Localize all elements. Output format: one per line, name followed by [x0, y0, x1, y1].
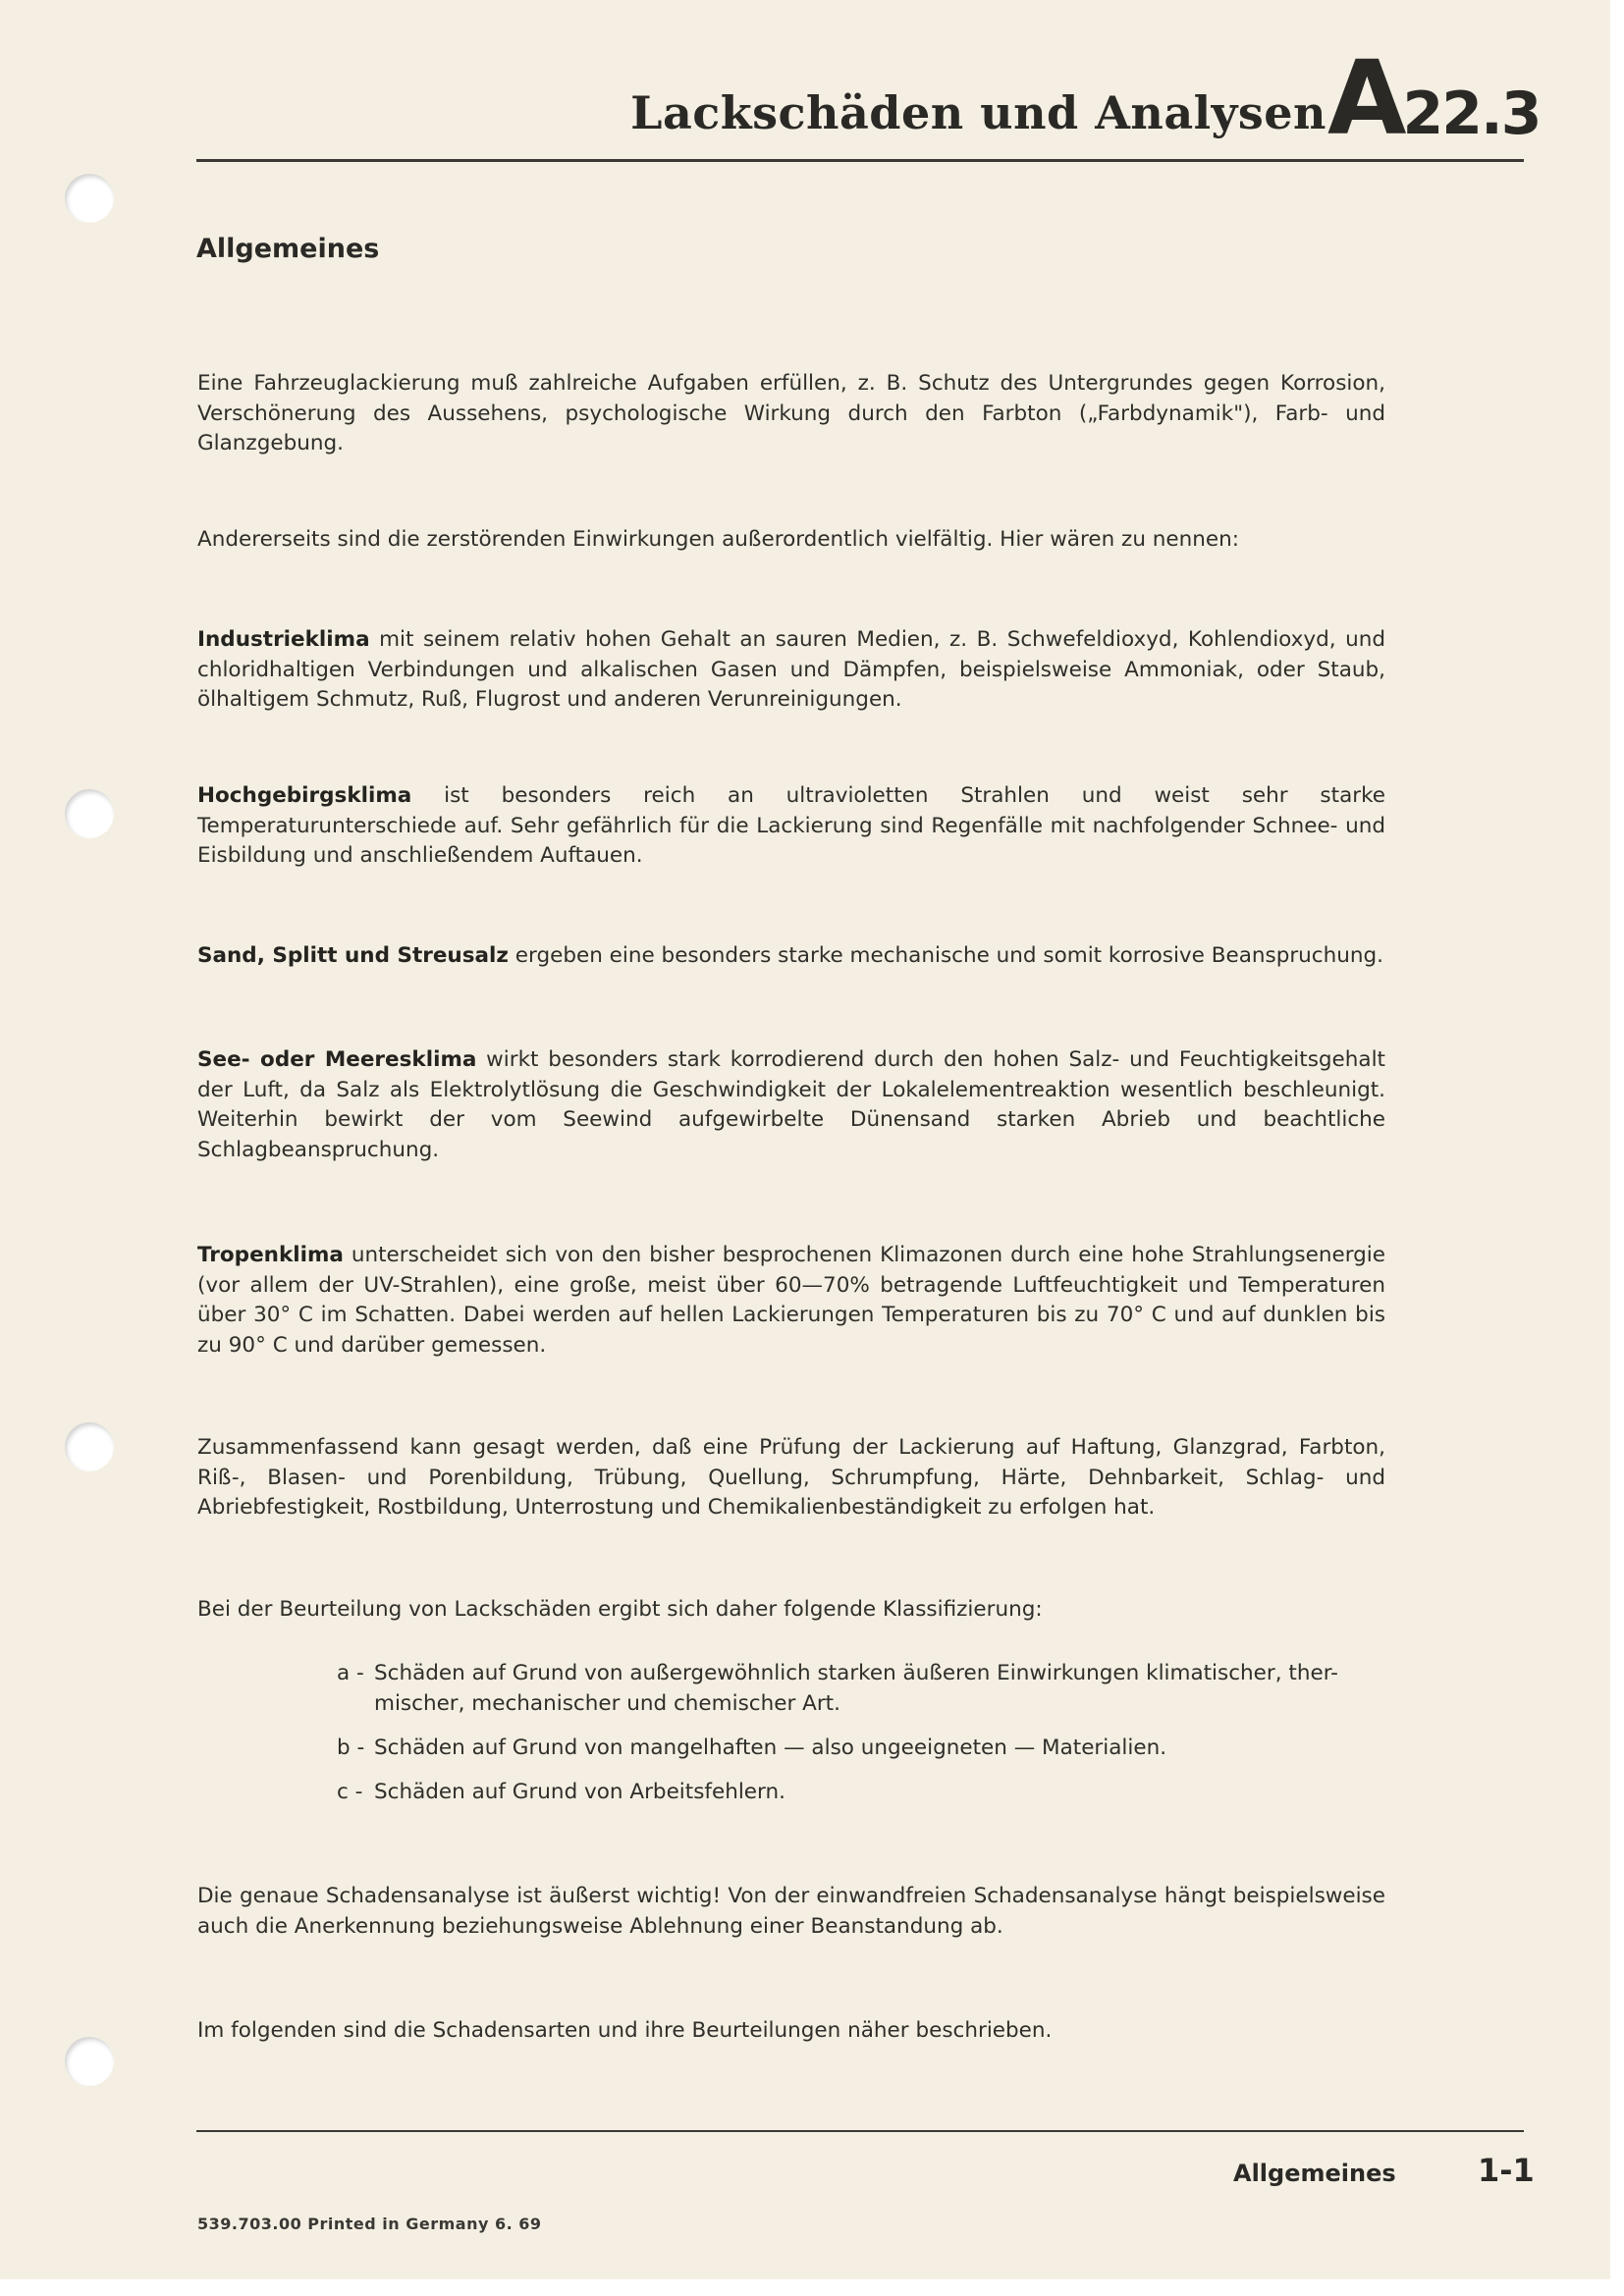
- text-hochgebirgsklima: ist besonders reich an ultravioletten Strahlen und weist sehr starke Temperaturunterschiede auf. Sehr gefährlich für die Lackierung sind Regenfälle mit nachfolgender Schnee- und Eisbildung und anschließendem Auftauen.: [197, 783, 1385, 868]
- print-info: 539.703.00 Printed in Germany 6. 69: [197, 2215, 542, 2233]
- text-industrieklima: mit seinem relativ hohen Gehalt an sauren Medien, z. B. Schwefeldioxyd, Kohlendioxyd, und chloridhaltigen Verbindungen und alkalischen Gasen und Dämpfen, beispielsweise Ammoniak, oder Staub, ölhaltigem Schmutz, Ruß, Flugrost und anderen Verunreinigungen.: [197, 627, 1385, 712]
- punch-hole: [65, 789, 114, 838]
- page-edge: [1610, 0, 1624, 2296]
- document-code-letter: A: [1327, 38, 1403, 158]
- paragraph-sand-splitt-streusalz: [197, 941, 1385, 972]
- paragraph-intro: Eine Fahrzeuglackierung muß zahlreiche Aufgaben erfüllen, z. B. Schutz des Untergrundes gegen Korrosion, Verschönerung des Aussehens, psychologische Wirkung durch den Farbton („Farbdynamik"), Farb- und Glanzgebung.: [197, 371, 1385, 455]
- list-marker: c -: [337, 1780, 363, 1804]
- paragraph-hochgebirgsklima: [197, 781, 1385, 872]
- punch-hole: [65, 1422, 114, 1471]
- paragraph-industrieklima: [197, 625, 1385, 716]
- paragraph-summary: Zusammenfassend kann gesagt werden, daß eine Prüfung der Lackierung auf Haftung, Glanzgrad, Farbton, Riß-, Blasen- und Porenbildung, Trübung, Quellung, Schrumpfung, Härte, Dehnbarkeit, Schlag- und Abriebfestigkeit, Rostbildung, Unterrostung und Chemikalienbeständigkeit zu erfolgen hat.: [197, 1435, 1385, 1520]
- page-bottom-edge: [0, 2279, 1624, 2296]
- punch-hole: [65, 174, 114, 223]
- paragraph-outro: Im folgenden sind die Schadensarten und ihre Beurteilungen näher beschrieben.: [197, 2018, 1053, 2043]
- paragraph-tropenklima: [197, 1241, 1385, 1361]
- term-tropenklima: Tropenklima: [197, 1243, 344, 1267]
- paragraph-destructive-influences: Andererseits sind die zerstörenden Einwirkungen außerordentlich vielfältig. Hier wären zu nennen:: [197, 527, 1239, 552]
- section-heading: Allgemeines: [196, 234, 380, 264]
- footer-rule: [196, 2130, 1524, 2132]
- header-rule: [196, 159, 1524, 162]
- document-title: Lackschäden und Analysen: [630, 86, 1326, 139]
- term-sand-splitt-streusalz: Sand, Splitt und Streusalz: [197, 943, 509, 968]
- term-industrieklima: Industrieklima: [197, 627, 370, 652]
- list-item: [337, 1659, 1385, 1719]
- term-meeresklima: See- oder Meeresklima: [197, 1047, 477, 1072]
- paragraph-meeresklima: [197, 1045, 1385, 1165]
- text-meeresklima: wirkt besonders stark korrodierend durch den hohen Salz- und Feuchtigkeitsgehalt der Luft, da Salz als Elektrolytlösung die Geschwindigkeit der Lokalelementreaktion wesentlich beschleunigt. Weiterhin bewirkt der vom Seewind aufgewirbelte Dünensand starken Abrieb und beachtliche Schlagbeanspruchung.: [197, 1047, 1385, 1162]
- term-hochgebirgsklima: Hochgebirgsklima: [197, 783, 412, 808]
- list-marker: a -: [337, 1661, 364, 1685]
- punch-hole: [65, 2037, 114, 2086]
- list-item-text-continued: mischer, mechanischer und chemischer Art.: [374, 1690, 840, 1716]
- document-code-number: 22.3: [1402, 80, 1541, 148]
- page-number: 1-1: [1478, 2152, 1535, 2189]
- text-tropenklima: unterscheidet sich von den bisher besprochenen Klimazonen durch eine hohe Strahlungsenergie (vor allem der UV-Strahlen), eine große, meist über 60—70% betragende Luftfeuchtigkeit und Temperaturen über 30° C im Schatten. Dabei werden auf hellen Lackierungen Temperaturen bis zu 70° C und auf dunklen bis zu 90° C und darüber gemessen.: [197, 1243, 1385, 1358]
- document-code: [1327, 38, 1541, 158]
- paragraph-damage-analysis: Die genaue Schadensanalyse ist äußerst wichtig! Von der einwandfreien Schadensanalyse hängt beispielsweise auch die Anerkennung beziehungsweise Ablehnung einer Beanstandung ab.: [197, 1884, 1385, 1939]
- list-item-text: Schäden auf Grund von außergewöhnlich starken äußeren Einwirkungen klimatischer, ther-: [374, 1661, 1338, 1685]
- text-sand-splitt-streusalz: ergeben eine besonders starke mechanische und somit korrosive Beanspruchung.: [508, 943, 1383, 968]
- footer-section-label: Allgemeines: [1233, 2160, 1396, 2187]
- list-marker: b -: [337, 1735, 365, 1760]
- list-item: [337, 1734, 1385, 1764]
- list-item-text: Schäden auf Grund von mangelhaften — also ungeeigneten — Materialien.: [374, 1735, 1167, 1760]
- paragraph-classification-intro: Bei der Beurteilung von Lackschäden ergibt sich daher folgende Klassifizierung:: [197, 1597, 1043, 1622]
- list-item-text: Schäden auf Grund von Arbeitsfehlern.: [374, 1780, 785, 1804]
- list-item: [337, 1778, 1385, 1808]
